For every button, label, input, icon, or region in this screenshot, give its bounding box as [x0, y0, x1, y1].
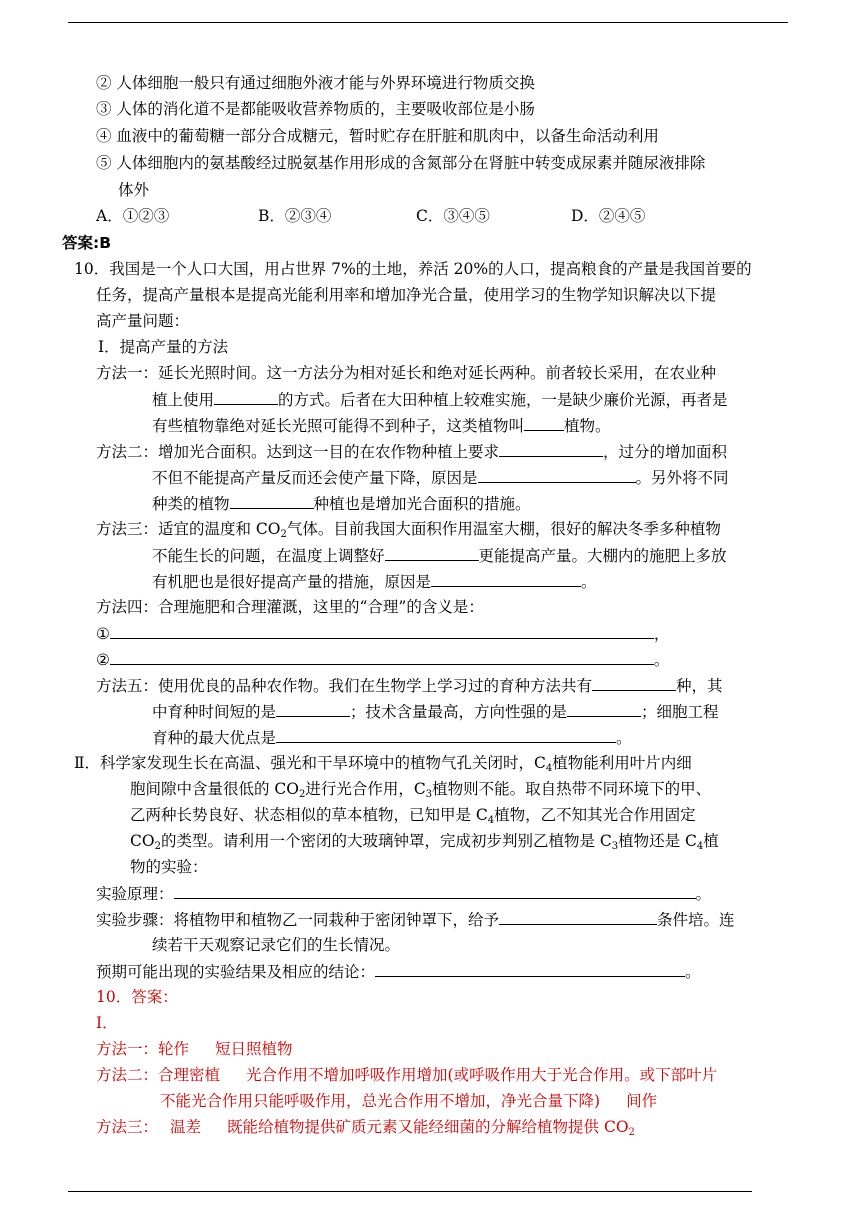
answer-method1-label: 方法一： [96, 1040, 159, 1058]
principle-blank[interactable] [174, 883, 696, 899]
c3-subscript: 3 [425, 789, 433, 800]
part2-text-g: 植物，乙不知其光合作用固定 [494, 806, 696, 824]
answer-method2-label: 方法二： [96, 1066, 159, 1084]
method3-blank-2[interactable] [431, 571, 581, 587]
answer-method1-v2: 短日照植物 [215, 1040, 293, 1058]
method5-text-f: 育种的最大优点是 [152, 729, 277, 747]
experiment-principle [96, 883, 711, 904]
statement-4: ④ 血液中的葡萄糖一部分合成糖元，暂时贮存在肝脏和肌肉中，以备生命活动利用 [96, 127, 659, 145]
method5-line1 [96, 675, 723, 696]
co2-subscript: 2 [299, 789, 306, 800]
method5-text-a: 方法五：使用优良的品种农作物。我们在生物学上学习过的育种方法共有 [96, 677, 593, 695]
answer10-method3 [96, 1117, 635, 1143]
method5-blank-3[interactable] [567, 701, 641, 717]
part2-text-b: 植物能利用叶片内细 [552, 754, 692, 772]
c4-subscript: 4 [696, 841, 704, 852]
method1-line1: 方法一：延长光照时间。这一方法分为相对延长和绝对延长两种。前者较长采用，在农业种 [96, 364, 717, 382]
answer10-label: 10．答案： [96, 988, 178, 1006]
method3-text-c: 不能生长的问题，在温度上调整好 [152, 547, 385, 565]
footer-rule [68, 1191, 752, 1192]
answer10-method1 [96, 1039, 293, 1059]
experiment-steps-line1 [96, 909, 735, 930]
method3-text-b: 气体。目前我国大面积作用温室大棚，很好的解决冬季多种植物 [286, 520, 721, 538]
answer-method1-v1: 轮作 [158, 1040, 190, 1058]
part2-text-e: 植物则不能。取自热带不同环境下的甲、 [432, 780, 712, 798]
method2-text-d: 。另外将不同 [635, 469, 729, 487]
method1-blank-1[interactable] [214, 389, 278, 405]
option-c: C．③④⑤ [416, 207, 490, 225]
answer10-method2-line1 [96, 1065, 717, 1085]
part2-text-k: 植 [703, 832, 719, 850]
answer-method3-label: 方法三： [96, 1118, 159, 1136]
method5-text-d: ；技术含量最高，方向性强的是 [350, 703, 568, 721]
answer-method2-v1: 合理密植 [158, 1066, 221, 1084]
part2-text-f: 乙两种长势良好、状态相似的草本植物，已知甲是 C [130, 806, 488, 824]
answer-method2-v2: 光合作用不增加呼吸作用增加(或呼吸作用大于光合作用。或下部叶片 [246, 1066, 718, 1084]
expect-label: 预期可能出现的实验结果及相应的结论： [96, 963, 376, 981]
part2-text-c: 胞间隙中含量很低的 CO [130, 780, 299, 798]
method5-line2 [152, 701, 719, 722]
option-b: B．②③④ [258, 207, 332, 225]
part2-text-d: 进行光合作用，C [305, 780, 426, 798]
statement-3: ③ 人体的消化道不是都能吸收营养物质的，主要吸收部位是小肠 [96, 100, 535, 118]
co2-subscript: 2 [280, 529, 287, 540]
method2-blank-3[interactable] [230, 493, 314, 509]
part2-line5: 物的实验： [130, 858, 208, 876]
circled-2: ② [96, 651, 110, 669]
answer10-roman: Ⅰ． [96, 1014, 118, 1032]
method3-line2 [152, 545, 727, 566]
option-a: A．①②③ [96, 207, 170, 225]
method2-text-a: 方法二：增加光合面积。达到这一目的在农作物种植上要求 [96, 443, 500, 461]
part2-text-a: Ⅱ．科学家发现生长在高温、强光和干旱环境中的植物气孔关闭时，C [74, 754, 546, 772]
method3-text-d: 更能提高产量。大棚内的施肥上多放 [478, 547, 727, 565]
steps-blank[interactable] [499, 909, 657, 925]
method4-punct-1: ， [653, 625, 670, 643]
method1-text-a: 植上使用 [152, 391, 215, 409]
option-d: D．②④⑤ [571, 207, 646, 225]
method2-line3 [152, 493, 531, 514]
method1-blank-2[interactable] [524, 415, 564, 431]
method1-line2 [152, 389, 728, 410]
co2-subscript: 2 [628, 1127, 635, 1138]
method5-text-e: ；细胞工程 [641, 703, 719, 721]
part2-line3 [130, 805, 696, 831]
method5-text-b: 种，其 [676, 677, 723, 695]
method3-line3 [152, 571, 597, 592]
method2-text-f: 种植也是增加光合面积的措施。 [313, 495, 531, 513]
method3-text-e: 有机肥也是很好提高产量的措施，原因是 [152, 573, 432, 591]
principle-punct: 。 [695, 885, 712, 903]
method2-text-c: 不但不能提高产量反而还会使产量下降，原因是 [152, 469, 478, 487]
method2-blank-1[interactable] [499, 441, 603, 457]
answer-method3-v1: 温差 [170, 1118, 202, 1136]
method3-text-a: 方法三：适宜的温度和 CO [96, 520, 281, 538]
expected-results [96, 961, 701, 982]
principle-label: 实验原理： [96, 885, 174, 903]
part2-text-j: 植物还是 C [618, 832, 697, 850]
answer-method3-v2: 既能给植物提供矿质元素又能经细菌的分解给植物提供 CO [227, 1118, 629, 1136]
part2-text-h: CO [130, 832, 155, 850]
part1-title: Ⅰ．提高产量的方法 [98, 338, 229, 356]
method5-blank-1[interactable] [592, 675, 676, 691]
part2-line2 [130, 779, 711, 805]
method3-text-f: 。 [581, 573, 597, 591]
part2-line4 [130, 831, 719, 857]
q10-intro-3: 高产量问题： [96, 312, 190, 330]
header-rule [68, 22, 788, 23]
method5-blank-4[interactable] [276, 727, 616, 743]
steps-text-a: 实验步骤：将植物甲和植物乙一同栽种于密闭钟罩下，给予 [96, 911, 500, 929]
method4-item2 [96, 649, 669, 670]
method2-line1 [96, 441, 727, 462]
answer-method2-v4: 间作 [626, 1092, 658, 1110]
method5-blank-2[interactable] [276, 701, 350, 717]
part2-text-i: 的类型。请利用一个密闭的大玻璃钟罩，完成初步判别乙植物是 C [160, 832, 612, 850]
method4-punct-2: 。 [653, 651, 670, 669]
statement-5: ⑤ 人体细胞内的氨基酸经过脱氨基作用形成的含氮部分在肾脏中转变成尿素并随尿液排除 [96, 154, 706, 172]
experiment-steps-line2: 续若干天观察记录它们的生长情况。 [152, 936, 401, 954]
method2-line2 [152, 467, 729, 488]
q10-intro-1: 10．我国是一个人口大国，用占世界 7%的土地，养活 20%的人口，提高粮食的产量是我国首要的 [74, 260, 752, 278]
circled-1: ① [96, 625, 110, 643]
method2-blank-2[interactable] [478, 467, 636, 483]
method1-text-c: 有些植物靠绝对延长光照可能得不到种子，这类植物叫 [152, 417, 525, 435]
part2-line1 [74, 753, 692, 779]
method1-text-b: 的方式。后者在大田种植上较难实施，一是缺少廉价光源，再者是 [278, 391, 728, 409]
method4-blank-2[interactable] [110, 649, 654, 665]
c3-subscript: 3 [611, 841, 619, 852]
statement-5-continued: 体外 [118, 181, 150, 199]
method4-item1 [96, 623, 669, 644]
q10-intro-2: 任务，提高产量根本是提高光能利用率和增加净光合量，使用学习的生物学知识解决以下提 [96, 286, 717, 304]
method4-blank-1[interactable] [110, 623, 654, 639]
method5-line3 [152, 727, 632, 748]
method3-line1 [96, 519, 721, 545]
expect-punct: 。 [685, 963, 701, 981]
answer-method2-v3: 不能光合作用只能呼吸作用，总光合作用不增加，净光合量下降) [160, 1092, 601, 1110]
answer10-method2-line2 [160, 1091, 657, 1111]
c4-subscript: 4 [545, 763, 553, 774]
statement-2: ② 人体细胞一般只有通过细胞外液才能与外界环境进行物质交换 [96, 74, 535, 92]
expect-blank[interactable] [375, 961, 685, 977]
co2-subscript: 2 [154, 841, 161, 852]
q9-answer: 答案:B [62, 234, 112, 252]
method1-line3 [152, 415, 611, 436]
method3-blank-1[interactable] [385, 545, 479, 561]
steps-text-b: 条件培。连 [657, 911, 735, 929]
method5-text-c: 中育种时间短的是 [152, 703, 277, 721]
method2-text-b: ，过分的增加面积 [603, 443, 728, 461]
method5-text-g: 。 [616, 729, 632, 747]
method4-line1: 方法四：合理施肥和合理灌溉，这里的“合理”的含义是： [96, 598, 484, 616]
c4-subscript: 4 [487, 815, 495, 826]
method1-text-d: 植物。 [564, 417, 611, 435]
method2-text-e: 种类的植物 [152, 495, 230, 513]
